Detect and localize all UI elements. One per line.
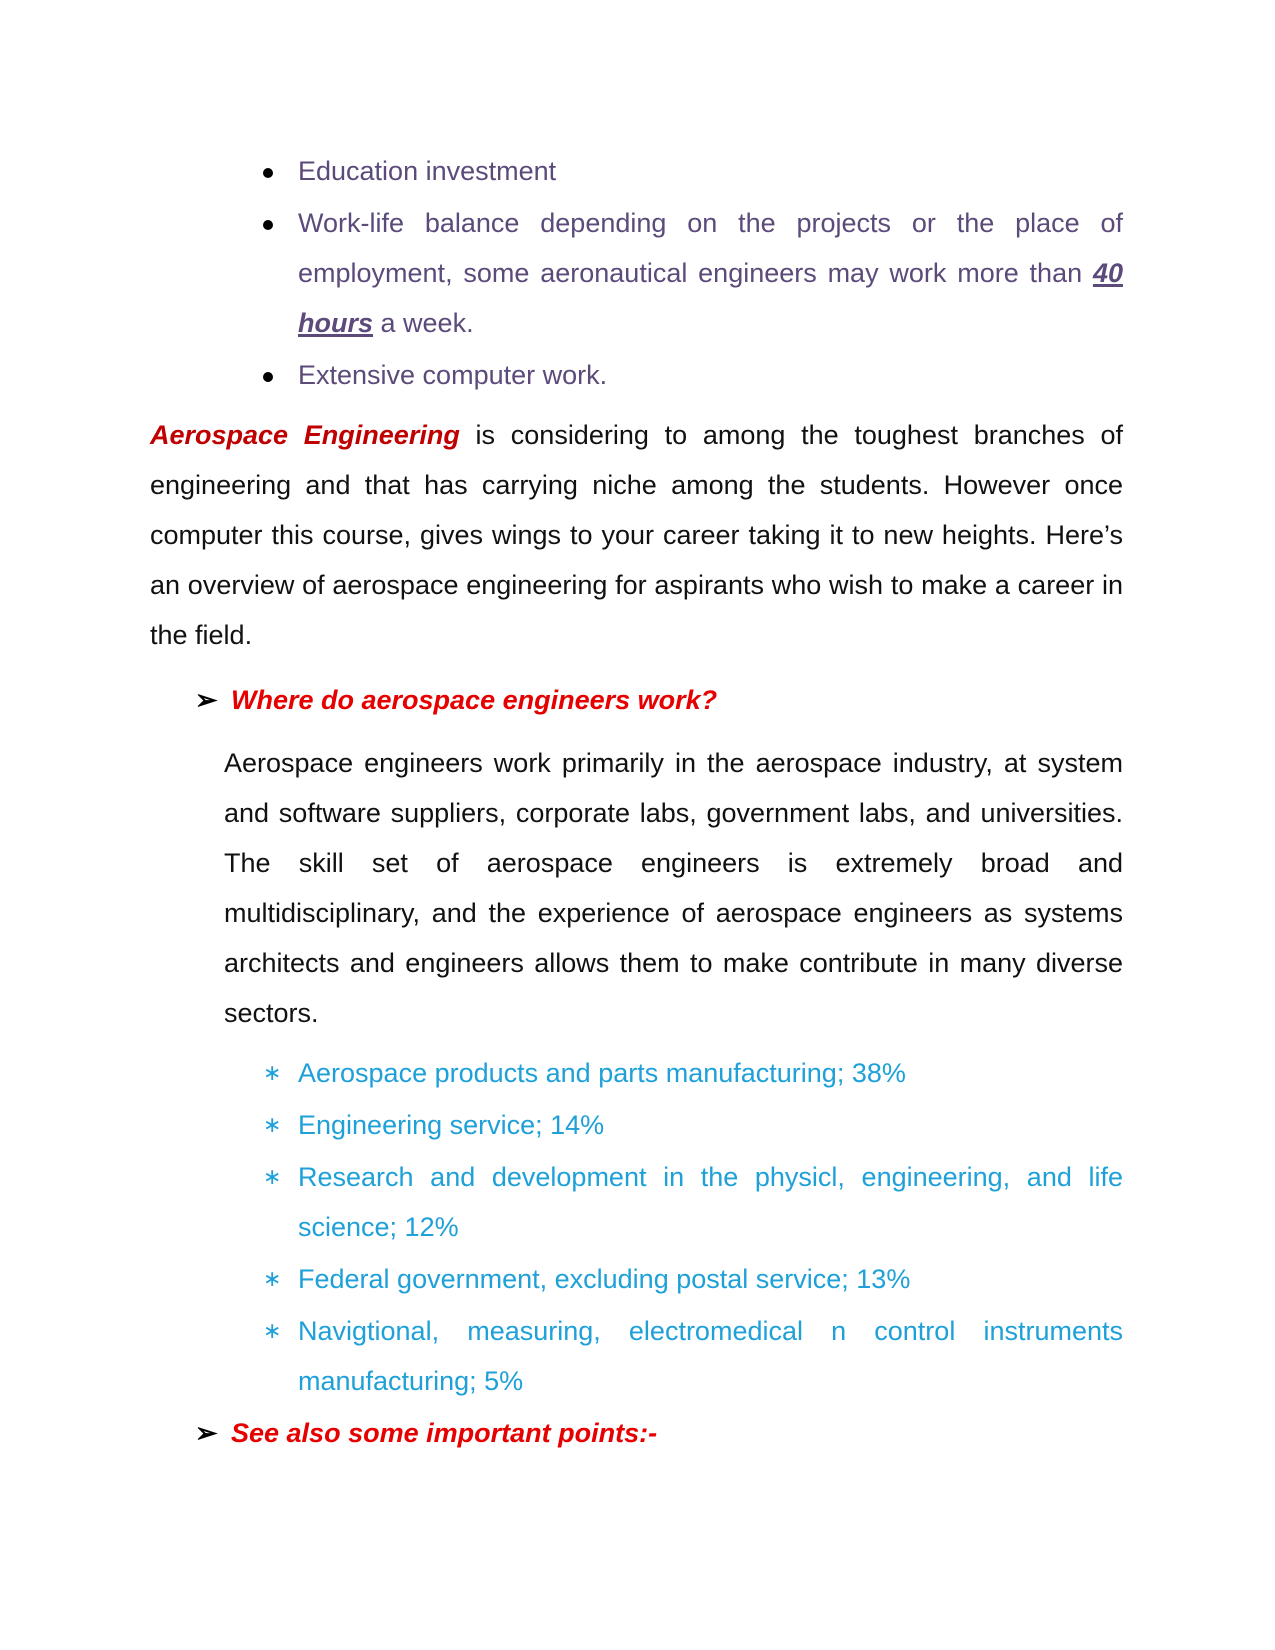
stat-text: Engineering service; 14% — [298, 1110, 605, 1140]
section-heading-where — [195, 680, 717, 720]
hours-emphasis: 40 hours — [298, 258, 1123, 338]
sector-stat-list — [263, 1048, 1123, 1408]
list-item — [263, 1048, 1123, 1098]
stat-text: Federal government, excluding postal service; 13% — [298, 1264, 911, 1294]
list-item — [263, 198, 1123, 348]
list-item — [263, 1254, 1123, 1304]
asterisk-bullet-icon: ∗ — [263, 1112, 282, 1137]
arrow-bullet-icon: ➢ — [195, 1418, 218, 1448]
arrow-bullet-icon: ➢ — [195, 685, 218, 715]
list-item — [263, 1306, 1123, 1406]
list-item — [263, 350, 1123, 400]
highlighted-term: Aerospace Engineering — [150, 420, 460, 450]
work-paragraph: Aerospace engineers work primarily in the aerospace industry, at system and software suppliers, corporate labs, government labs, and universities. The skill set of aerospace engineers is extremely broad and multidisciplinary, and the experience of aerospace engineers as systems architects and engineers allows them to make contribute in many diverse sectors. — [224, 748, 1123, 1028]
asterisk-bullet-icon: ∗ — [263, 1266, 282, 1291]
list-item — [263, 1100, 1123, 1150]
asterisk-bullet-icon: ∗ — [263, 1318, 282, 1343]
list-item — [263, 1152, 1123, 1252]
list-item-text: Work-life balance depending on the projects or the place of employment, some aeronautical engineers may work more than — [298, 208, 1123, 288]
list-item-text: Education investment — [298, 156, 557, 186]
stat-text: Navigtional, measuring, electromedical n control instruments manufacturing; 5% — [298, 1316, 1123, 1396]
section-heading-text: Where do aerospace engineers work? — [231, 685, 718, 715]
list-item-tail: a week. — [373, 308, 474, 338]
bullet-icon — [263, 372, 273, 382]
bullet-icon — [263, 220, 273, 230]
section-heading-text: See also some important points:- — [231, 1418, 658, 1448]
asterisk-bullet-icon: ∗ — [263, 1164, 282, 1189]
stat-text: Aerospace products and parts manufacturing; 38% — [298, 1058, 906, 1088]
intro-paragraph-text: is considering to among the toughest branches of engineering and that has carrying niche among the students. However once computer this course, gives wings to your career taking it to new heights. Here’s an overview of aerospace engineering for aspirants who wish to make a career in the field. — [150, 420, 1124, 650]
section-heading-points — [195, 1413, 657, 1453]
list-item-text: Extensive computer work. — [298, 360, 608, 390]
top-bullet-list — [263, 146, 1123, 402]
asterisk-bullet-icon: ∗ — [263, 1060, 282, 1085]
list-item — [263, 146, 1123, 196]
stat-text: Research and development in the physicl, engineering, and life science; 12% — [298, 1162, 1123, 1242]
intro-paragraph — [150, 410, 1123, 660]
bullet-icon — [263, 168, 273, 178]
